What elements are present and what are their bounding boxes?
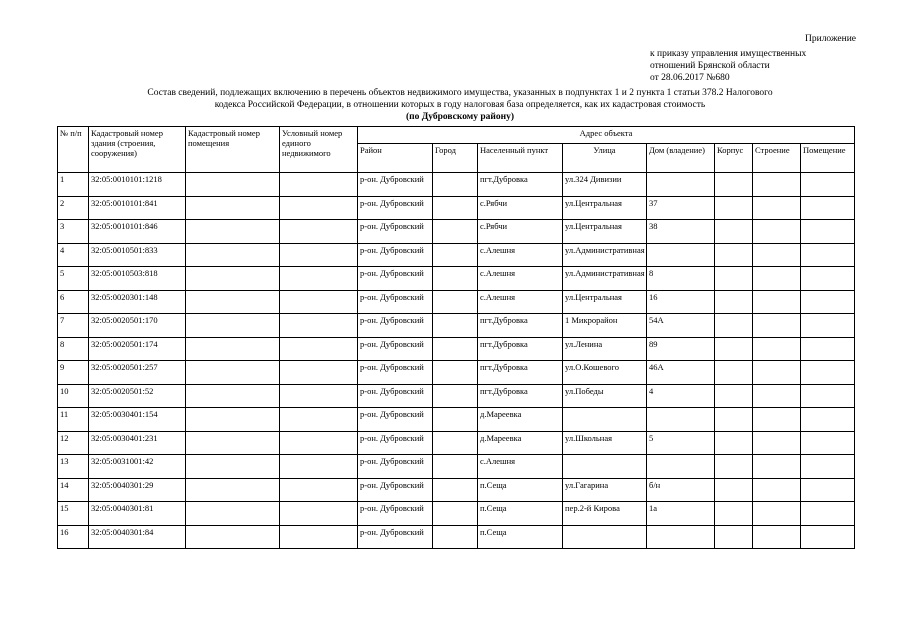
korpus-cell <box>715 196 753 220</box>
city-cell <box>433 173 478 197</box>
settlement-cell: д.Мареевка <box>478 431 563 455</box>
col-header-premises: Помещение <box>801 144 855 173</box>
col-header-house: Дом (владение) <box>647 144 715 173</box>
street-cell: ул.324 Дивизии <box>563 173 647 197</box>
house-cell: 54А <box>647 314 715 338</box>
building-cell <box>753 455 801 479</box>
order-line: от 28.06.2017 №680 <box>650 73 730 83</box>
room-cadastral-cell <box>186 408 280 432</box>
building-cell <box>753 290 801 314</box>
conditional-number-cell <box>280 290 358 314</box>
room-cadastral-cell <box>186 290 280 314</box>
street-cell: ул.Школьная <box>563 431 647 455</box>
table-row <box>58 337 855 361</box>
building-cadastral-cell: 32:05:0010503:818 <box>89 267 186 291</box>
conditional-number-cell <box>280 431 358 455</box>
city-cell <box>433 314 478 338</box>
premises-cell <box>801 337 855 361</box>
table-row <box>58 243 855 267</box>
city-cell <box>433 243 478 267</box>
room-cadastral-cell <box>186 431 280 455</box>
building-cadastral-cell: 32:05:0010101:841 <box>89 196 186 220</box>
premises-cell <box>801 220 855 244</box>
building-cell <box>753 384 801 408</box>
building-cadastral-cell: 32:05:0020501:170 <box>89 314 186 338</box>
premises-cell <box>801 455 855 479</box>
room-cadastral-cell <box>186 220 280 244</box>
table-row <box>58 173 855 197</box>
city-cell <box>433 525 478 549</box>
city-cell <box>433 220 478 244</box>
district-cell: р-он. Дубровский <box>358 243 433 267</box>
building-cell <box>753 243 801 267</box>
district-cell: р-он. Дубровский <box>358 196 433 220</box>
street-cell: ул.О.Кошевого <box>563 361 647 385</box>
appendix-label: Приложение <box>805 34 856 44</box>
settlement-cell: п.Сеща <box>478 478 563 502</box>
korpus-cell <box>715 173 753 197</box>
building-cell <box>753 431 801 455</box>
korpus-cell <box>715 408 753 432</box>
korpus-cell <box>715 220 753 244</box>
city-cell <box>433 502 478 526</box>
district-cell: р-он. Дубровский <box>358 408 433 432</box>
house-cell: 46А <box>647 361 715 385</box>
title-district: (по Дубровскому району) <box>405 112 515 122</box>
street-cell: ул.Центральная <box>563 290 647 314</box>
settlement-cell: с.Алешня <box>478 243 563 267</box>
room-cadastral-cell <box>186 361 280 385</box>
korpus-cell <box>715 455 753 479</box>
conditional-number-cell <box>280 455 358 479</box>
settlement-cell: пгт.Дубровка <box>478 337 563 361</box>
building-cadastral-cell: 32:05:0010501:833 <box>89 243 186 267</box>
building-cadastral-cell: 32:05:0020501:52 <box>89 384 186 408</box>
building-cadastral-cell: 32:05:0010101:1218 <box>89 173 186 197</box>
korpus-cell <box>715 337 753 361</box>
district-cell: р-он. Дубровский <box>358 173 433 197</box>
table-row <box>58 314 855 338</box>
row-number: 12 <box>58 431 89 455</box>
row-number: 2 <box>58 196 89 220</box>
order-line: к приказу управления имущественных <box>650 49 807 59</box>
title-line-1: Состав сведений, подлежащих включению в перечень объектов недвижимого имущества, указанных в подпунктах 1 и 2 пункта 1 статьи 378.2 Налогового <box>147 88 773 98</box>
house-cell: б/н <box>647 478 715 502</box>
row-number: 13 <box>58 455 89 479</box>
row-number: 10 <box>58 384 89 408</box>
conditional-number-cell <box>280 478 358 502</box>
settlement-cell: д.Мареевка <box>478 408 563 432</box>
settlement-cell: п.Сеща <box>478 525 563 549</box>
col-header-settlement: Населенный пункт <box>478 144 563 173</box>
street-cell <box>563 455 647 479</box>
table-row <box>58 502 855 526</box>
street-cell: пер.2-й Кирова <box>563 502 647 526</box>
building-cadastral-cell: 32:05:0020501:174 <box>89 337 186 361</box>
row-number: 15 <box>58 502 89 526</box>
district-cell: р-он. Дубровский <box>358 314 433 338</box>
row-number: 3 <box>58 220 89 244</box>
settlement-cell: с.Алешня <box>478 455 563 479</box>
room-cadastral-cell <box>186 314 280 338</box>
conditional-number-cell <box>280 314 358 338</box>
house-cell: 1а <box>647 502 715 526</box>
conditional-number-cell <box>280 337 358 361</box>
premises-cell <box>801 408 855 432</box>
house-cell: 16 <box>647 290 715 314</box>
col-header-korpus: Корпус <box>715 144 753 173</box>
room-cadastral-cell <box>186 196 280 220</box>
row-number: 4 <box>58 243 89 267</box>
premises-cell <box>801 361 855 385</box>
house-cell: 5 <box>647 431 715 455</box>
table-row <box>58 408 855 432</box>
premises-cell <box>801 196 855 220</box>
row-number: 1 <box>58 173 89 197</box>
col-header-street: Улица <box>563 144 647 173</box>
col-header-building-cadastral: Кадастровый номер здания (строения, сооружения) <box>89 127 186 173</box>
row-number: 11 <box>58 408 89 432</box>
street-cell: ул.Центральная <box>563 196 647 220</box>
street-cell: ул.Ленина <box>563 337 647 361</box>
district-cell: р-он. Дубровский <box>358 384 433 408</box>
building-cadastral-cell: 32:05:0031001:42 <box>89 455 186 479</box>
col-header-room-cadastral: Кадастровый номер помещения <box>186 127 280 173</box>
table-row <box>58 431 855 455</box>
building-cadastral-cell: 32:05:0010101:846 <box>89 220 186 244</box>
building-cell <box>753 478 801 502</box>
house-cell <box>647 525 715 549</box>
premises-cell <box>801 525 855 549</box>
city-cell <box>433 267 478 291</box>
conditional-number-cell <box>280 267 358 291</box>
table-row <box>58 220 855 244</box>
table-row <box>58 196 855 220</box>
house-cell <box>647 455 715 479</box>
city-cell <box>433 361 478 385</box>
city-cell <box>433 408 478 432</box>
title-line-2: кодекса Российской Федерации, в отношении которых в году налоговая база определяется, как их кадастровая стоимость <box>214 100 706 110</box>
house-cell: 37 <box>647 196 715 220</box>
room-cadastral-cell <box>186 337 280 361</box>
row-number: 7 <box>58 314 89 338</box>
order-reference <box>650 48 840 84</box>
building-cadastral-cell: 32:05:0040301:84 <box>89 525 186 549</box>
room-cadastral-cell <box>186 455 280 479</box>
table-row <box>58 290 855 314</box>
settlement-cell: с.Алешня <box>478 267 563 291</box>
korpus-cell <box>715 431 753 455</box>
conditional-number-cell <box>280 525 358 549</box>
conditional-number-cell <box>280 220 358 244</box>
premises-cell <box>801 384 855 408</box>
house-cell <box>647 173 715 197</box>
settlement-cell: с.Рябчи <box>478 196 563 220</box>
premises-cell <box>801 173 855 197</box>
settlement-cell: пгт.Дубровка <box>478 384 563 408</box>
korpus-cell <box>715 243 753 267</box>
city-cell <box>433 196 478 220</box>
house-cell <box>647 408 715 432</box>
premises-cell <box>801 314 855 338</box>
district-cell: р-он. Дубровский <box>358 337 433 361</box>
col-header-conditional-number: Условный номер единого недвижимого <box>280 127 358 173</box>
table-row <box>58 384 855 408</box>
col-header-address: Адрес объекта <box>358 127 855 144</box>
house-cell: 8 <box>647 267 715 291</box>
district-cell: р-он. Дубровский <box>358 478 433 502</box>
street-cell: ул.Победы <box>563 384 647 408</box>
house-cell: 89 <box>647 337 715 361</box>
room-cadastral-cell <box>186 384 280 408</box>
district-cell: р-он. Дубровский <box>358 267 433 291</box>
room-cadastral-cell <box>186 267 280 291</box>
col-header-building: Строение <box>753 144 801 173</box>
premises-cell <box>801 243 855 267</box>
conditional-number-cell <box>280 196 358 220</box>
settlement-cell: пгт.Дубровка <box>478 361 563 385</box>
building-cell <box>753 525 801 549</box>
building-cadastral-cell: 32:05:0020301:148 <box>89 290 186 314</box>
district-cell: р-он. Дубровский <box>358 361 433 385</box>
district-cell: р-он. Дубровский <box>358 525 433 549</box>
premises-cell <box>801 267 855 291</box>
korpus-cell <box>715 314 753 338</box>
row-number: 8 <box>58 337 89 361</box>
street-cell: ул.Административная <box>563 267 647 291</box>
row-number: 14 <box>58 478 89 502</box>
street-cell <box>563 408 647 432</box>
building-cell <box>753 502 801 526</box>
building-cell <box>753 361 801 385</box>
room-cadastral-cell <box>186 243 280 267</box>
building-cadastral-cell: 32:05:0030401:231 <box>89 431 186 455</box>
room-cadastral-cell <box>186 173 280 197</box>
col-header-city: Город <box>433 144 478 173</box>
order-line: отношений Брянской области <box>650 61 770 71</box>
room-cadastral-cell <box>186 478 280 502</box>
settlement-cell: пгт.Дубровка <box>478 314 563 338</box>
building-cell <box>753 196 801 220</box>
conditional-number-cell <box>280 408 358 432</box>
conditional-number-cell <box>280 361 358 385</box>
city-cell <box>433 478 478 502</box>
building-cell <box>753 337 801 361</box>
room-cadastral-cell <box>186 525 280 549</box>
korpus-cell <box>715 361 753 385</box>
conditional-number-cell <box>280 173 358 197</box>
table-row <box>58 267 855 291</box>
house-cell: 38 <box>647 220 715 244</box>
street-cell: ул.Гагарина <box>563 478 647 502</box>
settlement-cell: с.Алешня <box>478 290 563 314</box>
col-header-num: № п/п <box>58 127 89 173</box>
building-cadastral-cell: 32:05:0020501:257 <box>89 361 186 385</box>
district-cell: р-он. Дубровский <box>358 502 433 526</box>
building-cell <box>753 408 801 432</box>
korpus-cell <box>715 502 753 526</box>
district-cell: р-он. Дубровский <box>358 220 433 244</box>
city-cell <box>433 431 478 455</box>
room-cadastral-cell <box>186 502 280 526</box>
street-cell: ул.Административная <box>563 243 647 267</box>
settlement-cell: с.Рябчи <box>478 220 563 244</box>
district-cell: р-он. Дубровский <box>358 431 433 455</box>
korpus-cell <box>715 478 753 502</box>
table-row <box>58 478 855 502</box>
col-header-district: Район <box>358 144 433 173</box>
row-number: 5 <box>58 267 89 291</box>
street-cell: ул.Центральная <box>563 220 647 244</box>
street-cell <box>563 525 647 549</box>
city-cell <box>433 455 478 479</box>
korpus-cell <box>715 384 753 408</box>
premises-cell <box>801 431 855 455</box>
korpus-cell <box>715 290 753 314</box>
premises-cell <box>801 478 855 502</box>
conditional-number-cell <box>280 502 358 526</box>
row-number: 9 <box>58 361 89 385</box>
settlement-cell: п.Сеща <box>478 502 563 526</box>
house-cell: 4 <box>647 384 715 408</box>
city-cell <box>433 337 478 361</box>
conditional-number-cell <box>280 384 358 408</box>
table-row <box>58 361 855 385</box>
row-number: 6 <box>58 290 89 314</box>
table-row <box>58 525 855 549</box>
property-register-table <box>57 126 855 549</box>
building-cell <box>753 220 801 244</box>
building-cell <box>753 173 801 197</box>
document-title <box>120 87 800 123</box>
korpus-cell <box>715 525 753 549</box>
conditional-number-cell <box>280 243 358 267</box>
building-cell <box>753 314 801 338</box>
settlement-cell: пгт.Дубровка <box>478 173 563 197</box>
house-cell <box>647 243 715 267</box>
street-cell: 1 Микрорайон <box>563 314 647 338</box>
building-cadastral-cell: 32:05:0030401:154 <box>89 408 186 432</box>
city-cell <box>433 384 478 408</box>
table-row <box>58 455 855 479</box>
korpus-cell <box>715 267 753 291</box>
table-body <box>58 173 855 549</box>
building-cadastral-cell: 32:05:0040301:29 <box>89 478 186 502</box>
district-cell: р-он. Дубровский <box>358 290 433 314</box>
city-cell <box>433 290 478 314</box>
row-number: 16 <box>58 525 89 549</box>
building-cell <box>753 267 801 291</box>
header-row-top <box>58 127 855 144</box>
building-cadastral-cell: 32:05:0040301:81 <box>89 502 186 526</box>
premises-cell <box>801 290 855 314</box>
district-cell: р-он. Дубровский <box>358 455 433 479</box>
premises-cell <box>801 502 855 526</box>
